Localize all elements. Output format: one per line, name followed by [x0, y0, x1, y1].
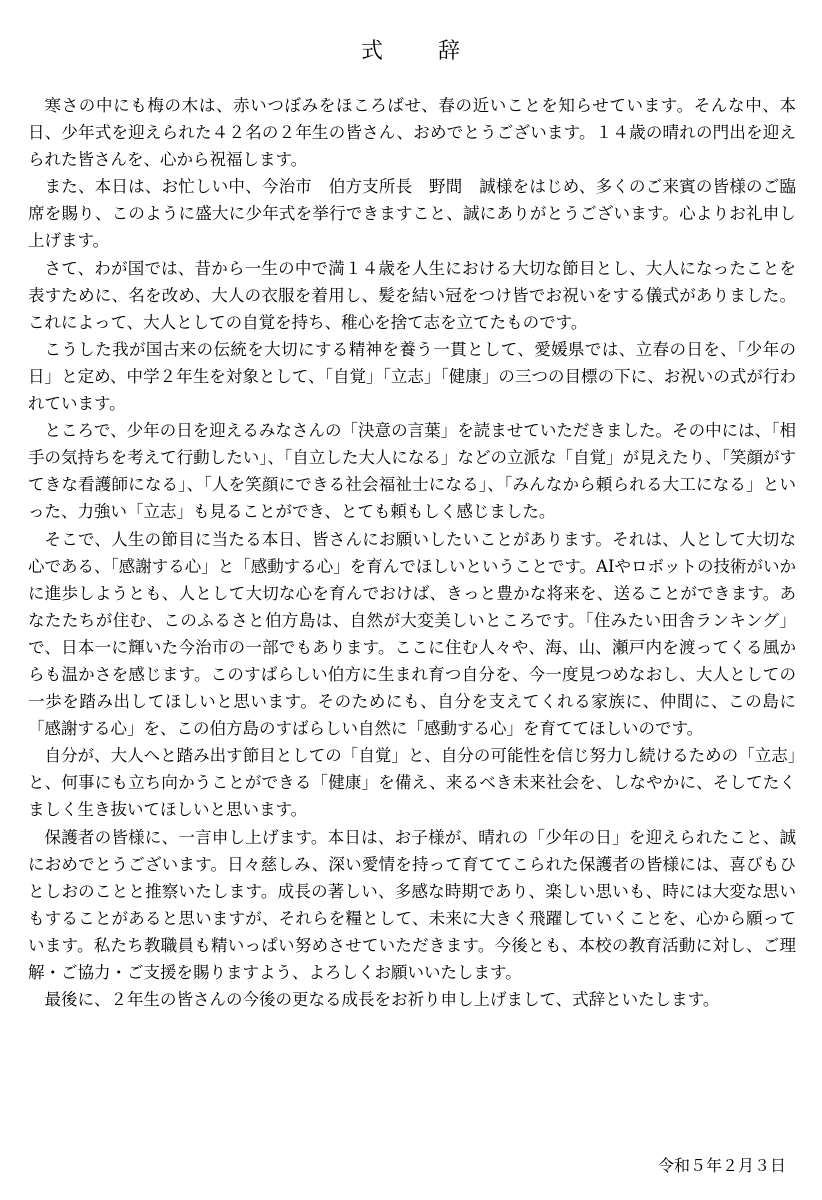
paragraph: 自分が、大人へと踏み出す節目としての「自覚」と、自分の可能性を信じ努力し続けるための「立志」と、何事にも立ち向かうことができる「健康」を備え、来るべき未来社会を、しなやかに、そしてたくましく生き抜いてほしいと思います。: [28, 746, 796, 820]
speech-body: [28, 92, 796, 1013]
document-date: 令和５年２月３日: [657, 1156, 786, 1175]
paragraph: 寒さの中にも梅の木は、赤いつぼみをほころばせ、春の近いことを知らせています。そんな中、本日、少年式を迎えられた４２名の２年生の皆さん、おめでとうございます。１４歳の晴れの門出を迎えられた皆さんを、心から祝福します。: [28, 96, 796, 170]
document-title: [0, 34, 822, 65]
paragraph: ところで、少年の日を迎えるみなさんの「決意の言葉」を読ませていただきました。その中には、「相手の気持ちを考えて行動したい」、「自立した大人になる」などの立派な「自覚」が見えたり、「笑顔がすてきな看護師になる」、「人を笑顔にできる社会福祉士になる」、「みんなから頼られる大工になる」といった、力強い「立志」も見ることができ、とても頼もしく感じました。: [28, 421, 796, 522]
paragraph: こうした我が国古来の伝統を大切にする精神を養う一貫として、愛媛県では、立春の日を、「少年の日」と定め、中学２年生を対象として、「自覚」「立志」「健康」の三つの目標の下に、お祝いの式が行われています。: [28, 339, 796, 414]
title-char-1: 式: [360, 39, 384, 64]
paragraph: そこで、人生の節目に当たる本日、皆さんにお願いしたいことがあります。それは、人として大切な心である、「感謝する心」と「感動する心」を育んでほしいということです。AIやロボットの技術がいかに進歩しようとも、人として大切な心を育んでおけば、きっと豊かな将来を、送ることができます。あなたたちが住む、このふるさと伯方島は、自然が大変美しいところです。「住みたい田舎ランキング」で、日本一に輝いた今治市の一部でもあります。ここに住む人々や、海、山、瀬戸内を渡ってくる風からも温かさを感じます。このすばらしい伯方に生まれ育つ自分を、今一度見つめなおし、大人としての一歩を踏み出してほしいと思います。そのためにも、自分を支えてくれる家族に、仲間に、この島に「感謝する心」を、この伯方島のすばらしい自然に「感動する心」を育ててほしいのです。: [28, 529, 796, 739]
title-char-2: 辞: [438, 39, 462, 64]
paragraph: さて、わが国では、昔から一生の中で満１４歳を人生における大切な節目とし、大人になったことを表すために、名を改め、大人の衣服を着用し、髪を結い冠をつけ皆でお祝いをする儀式がありました。これによって、大人としての自覚を持ち、稚心を捨て志を立てたものです。: [28, 258, 796, 332]
paragraph: また、本日は、お忙しい中、今治市 伯方支所長 野間 誠様をはじめ、多くのご来賓の皆様のご臨席を賜り、このように盛大に少年式を挙行できますこと、誠にありがとうございます。心よりお礼申し上げます。: [28, 177, 796, 251]
paragraph: 保護者の皆様に、一言申し上げます。本日は、お子様が、晴れの「少年の日」を迎えられたこと、誠におめでとうございます。日々慈しみ、深い愛情を持って育ててこられた保護者の皆様には、喜びもひとしおのことと推察いたします。成長の著しい、多感な時期であり、楽しい思いも、時には大変な思いもすることがあると思いますが、それらを糧として、未来に大きく飛躍していくことを、心から願っています。私たち教職員も精いっぱい努めさせていただきます。今後とも、本校の教育活動に対し、ご理解・ご協力・ご支援を賜りますよう、よろしくお願いいたします。: [28, 827, 796, 982]
paragraph: 最後に、２年生の皆さんの今後の更なる成長をお祈り申し上げまして、式辞といたします。: [44, 990, 720, 1010]
